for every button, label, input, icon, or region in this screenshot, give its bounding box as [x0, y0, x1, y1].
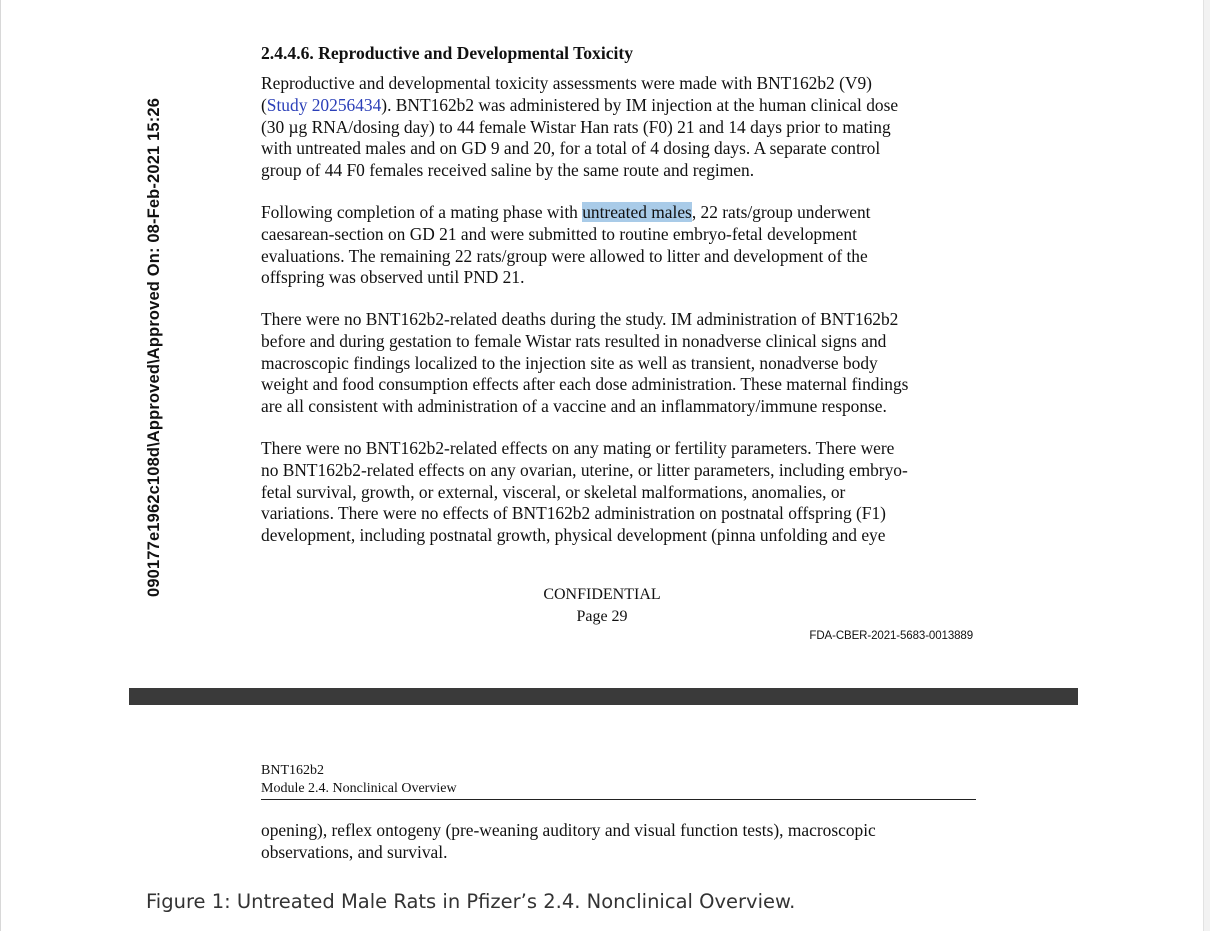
- document-id: FDA-CBER-2021-5683-0013889: [809, 630, 973, 642]
- study-link[interactable]: Study 20256434: [266, 94, 382, 115]
- section-heading: 2.4.4.6. Reproductive and Developmental Toxicity: [261, 43, 634, 63]
- paragraph-mating-phase: Following completion of a mating phase with untreated males, 22 rats/group underwent caesarean-section on GD 21 and were submitted to routine embryo-fetal development evaluations. The remaining 22 rats/group were allowed to litter and development of the offspring was observed until PND 21.: [261, 202, 871, 288]
- running-header-module: Module 2.4. Nonclinical Overview: [261, 781, 457, 796]
- paragraph-study-design: Reproductive and developmental toxicity assessments were made with BNT162b2 (V9) (Study 20256434). BNT162b2 was administered by IM injection at the human clinical dose (30 µg RNA/dosing day) to 44 female Wistar Han rats (F0) 21 and 14 days prior to mating with untreated males and on GD 9 and 20, for a total of 4 dosing days. A separate control group of 44 F0 females received saline by the same route and regimen.: [261, 73, 899, 181]
- header-divider: [261, 799, 976, 800]
- scrollbar-track[interactable]: [1203, 0, 1210, 931]
- page-separator: [129, 688, 1078, 705]
- approval-stamp: 090177e1962c108d\Approved\Approved On: 08-Feb-2021 15:26: [145, 97, 163, 597]
- page-number: Page 29: [576, 608, 628, 625]
- confidential-label: CONFIDENTIAL: [543, 586, 661, 603]
- figure-caption: Figure 1: Untreated Male Rats in Pfizer’s 2.4. Nonclinical Overview.: [146, 890, 796, 913]
- frame-left-border: [0, 0, 1, 931]
- running-header-product: BNT162b2: [261, 763, 324, 778]
- paragraph-maternal-findings: There were no BNT162b2-related deaths during the study. IM administration of BNT162b2 before and during gestation to female Wistar rats resulted in nonadverse clinical signs and macroscopic findings localized to the injection site as well as transient, nonadverse body weight and food consumption effects after each dose administration. These maternal findings are all consistent with administration of a vaccine and an inflammatory/immune response.: [261, 309, 909, 417]
- paragraph-continuation: opening), reflex ontogeny (pre-weaning auditory and visual function tests), macroscopic observations, and survival.: [261, 820, 876, 862]
- highlighted-text: untreated males: [582, 202, 692, 222]
- paragraph-fertility-findings: There were no BNT162b2-related effects on any mating or fertility parameters. There were no BNT162b2-related effects on any ovarian, uterine, or litter parameters, including embryo- fetal survival, growth, or external, visceral, or skeletal malformations, anomalies, or variations. There were no effects of BNT162b2 administration on postnatal offspring (F1) development, including postnatal growth, physical development (pinna unfolding and eye: [261, 438, 908, 546]
